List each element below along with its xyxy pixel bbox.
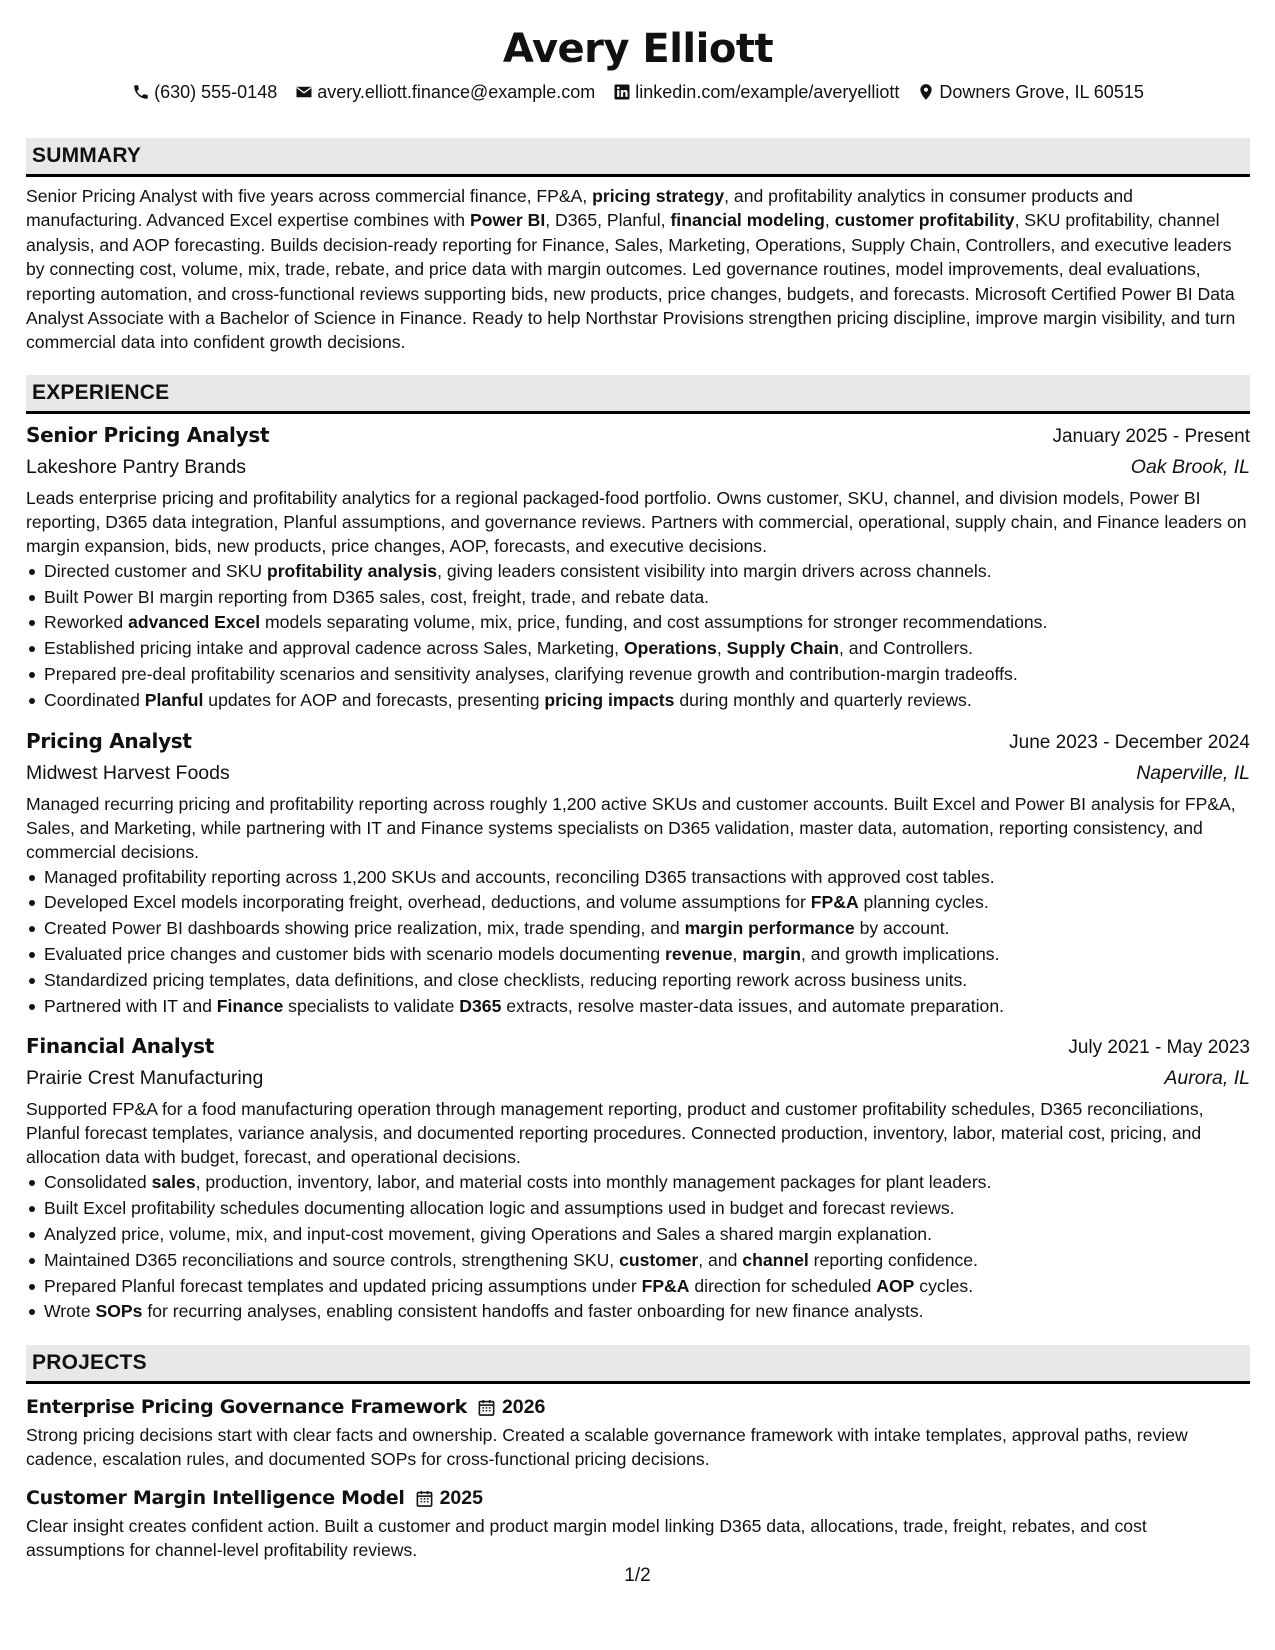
- text-run: ,: [732, 944, 743, 965]
- contact-email[interactable]: [295, 80, 595, 104]
- job-location: Naperville, IL: [1136, 761, 1250, 784]
- emphasized-text: channel: [742, 1249, 809, 1270]
- text-run: models separating volume, mix, price, funding, and cost assumptions for stronger recommendations.: [260, 612, 1048, 633]
- emphasized-text: FP&A: [810, 892, 859, 913]
- project-title: Enterprise Pricing Governance Framework: [26, 1396, 467, 1419]
- text-run: Directed customer and SKU: [44, 560, 267, 581]
- contact-location: [917, 80, 1143, 104]
- text-run: Built Power BI margin reporting from D365 sales, cost, freight, trade, and rebate data.: [44, 586, 709, 607]
- linkedin-text: linkedin.com/example/averyelliott: [635, 82, 900, 102]
- text-run: Developed Excel models incorporating freight, overhead, deductions, and volume assumptions for: [44, 892, 811, 913]
- text-run: Consolidated: [44, 1172, 152, 1193]
- text-run: cycles.: [914, 1275, 974, 1296]
- job-bullets: [26, 865, 1250, 1020]
- text-run: , and profitability analytics in consumer products and manufacturing. Advanced Excel expertise combines with: [26, 186, 1133, 231]
- text-run: Maintained D365 reconciliations and source controls, strengthening SKU,: [44, 1249, 620, 1270]
- text-run: Established pricing intake and approval cadence across Sales, Marketing,: [44, 638, 624, 659]
- job-bullet: [44, 942, 1250, 968]
- job-bullet: [44, 688, 1250, 714]
- location-text: Downers Grove, IL 60515: [939, 82, 1144, 102]
- job-company: Midwest Harvest Foods: [26, 761, 230, 784]
- job-bullets: [26, 1170, 1250, 1325]
- text-run: Created Power BI dashboards showing price realization, mix, trade spending, and: [44, 918, 685, 939]
- candidate-name: Avery Elliott: [502, 26, 774, 72]
- job-entry: [26, 726, 1250, 1020]
- calendar-icon: [415, 1489, 434, 1508]
- text-run: Prepared Planful forecast templates and updated pricing assumptions under: [44, 1275, 642, 1296]
- project-title: Customer Margin Intelligence Model: [26, 1487, 405, 1510]
- summary-paragraph: [26, 184, 1250, 355]
- job-bullet: [44, 1196, 1250, 1222]
- job-title: Financial Analyst: [26, 1034, 214, 1059]
- phone-icon: [132, 83, 150, 101]
- text-run: , SKU profitability, channel analysis, and AOP forecasting. Builds decision-ready reporting for Finance, Sales, Marketing, Operations, Supply Chain, Controllers, and executive leaders by connecting cost, volume, mix, trade, rebate, and price data with margin outcomes. Led governance routines, model improvements, deal evaluations, reporting automation, and cross-functional reviews supporting bids, new products, price changes, budgets, and forecasts. Microsoft Certified Power BI Data Analyst Associate with a Bachelor of Science in Finance. Ready to help Northstar Provisions strengthen pricing discipline, improve margin visibility, and turn commercial data into confident growth decisions.: [26, 210, 1236, 353]
- emphasized-text: profitability analysis: [266, 560, 438, 581]
- emphasized-text: SOPs: [95, 1301, 143, 1322]
- emphasized-text: Supply Chain: [726, 638, 840, 659]
- job-entry: [26, 1031, 1250, 1325]
- text-run: planning cycles.: [858, 892, 989, 913]
- section-title: SUMMARY: [32, 144, 142, 167]
- job-bullets: [26, 559, 1250, 714]
- text-run: , and: [698, 1249, 743, 1270]
- emphasized-text: customer profitability: [834, 210, 1015, 231]
- text-run: , giving leaders consistent visibility into margin drivers across channels.: [437, 560, 992, 581]
- experience-list: [26, 420, 1250, 1325]
- section-title: PROJECTS: [32, 1351, 147, 1375]
- job-title: Senior Pricing Analyst: [26, 422, 270, 447]
- text-run: Built Excel profitability schedules documenting allocation logic and assumptions used in budget and forecast reviews.: [44, 1198, 955, 1219]
- emphasized-text: financial modeling: [670, 210, 825, 231]
- job-bullet: [44, 890, 1250, 916]
- email-text: avery.elliott.finance@example.com: [317, 82, 596, 102]
- experience-header: [26, 375, 1250, 414]
- job-bullet: [44, 1248, 1250, 1274]
- summary-header: [26, 138, 1250, 177]
- contact-linkedin[interactable]: [613, 80, 899, 104]
- text-run: Prepared pre-deal profitability scenarios and sensitivity analyses, clarifying revenue growth and contribution-margin tradeoffs.: [44, 664, 1018, 685]
- contact-phone[interactable]: [132, 80, 277, 104]
- job-bullet: [44, 1274, 1250, 1300]
- map-pin-icon: [917, 83, 935, 101]
- job-bullet: [44, 916, 1250, 942]
- job-bullet: [44, 968, 1250, 994]
- emphasized-text: pricing impacts: [544, 689, 675, 710]
- emphasized-text: margin performance: [684, 918, 855, 939]
- emphasized-text: D365: [459, 995, 502, 1016]
- text-run: Partnered with IT and: [44, 995, 217, 1016]
- text-run: updates for AOP and forecasts, presenting: [203, 689, 545, 710]
- text-run: by account.: [854, 918, 950, 939]
- job-bullet: [44, 1222, 1250, 1248]
- text-run: ,: [824, 210, 835, 231]
- job-description: Leads enterprise pricing and profitability analytics for a regional packaged-food portfolio. Owns customer, SKU, channel, and division models, Power BI reporting, D365 data integration, Planful assumptions, and governance reviews. Partners with commercial, operational, supply chain, and Finance leaders on margin expansion, bids, new products, price changes, AOP, forecasts, and executive decisions.: [26, 487, 1247, 556]
- text-run: Standardized pricing templates, data definitions, and close checklists, reducing reporting rework across business units.: [44, 969, 968, 990]
- text-run: extracts, resolve master-data issues, and automate preparation.: [501, 995, 1005, 1016]
- job-bullet: [44, 662, 1250, 688]
- text-run: Senior Pricing Analyst with five years across commercial finance, FP&A,: [26, 186, 593, 206]
- job-title: Pricing Analyst: [26, 728, 192, 753]
- project-year: [415, 1487, 483, 1510]
- job-bullet: [44, 1170, 1250, 1196]
- linkedin-icon: [613, 83, 631, 101]
- calendar-icon: [477, 1398, 496, 1417]
- contact-bar: [26, 80, 1250, 104]
- project-description: Clear insight creates confident action. Built a customer and product margin model linking D365 data, allocations, trade, freight, rebates, and cost assumptions for channel-level profitability reviews.: [26, 1516, 1147, 1561]
- text-run: , D365, Planful,: [545, 210, 671, 231]
- emphasized-text: Planful: [144, 689, 204, 710]
- job-entry: [26, 420, 1250, 714]
- job-bullet: [44, 610, 1250, 636]
- page-number: 1/2: [624, 1565, 651, 1586]
- emphasized-text: Power BI: [469, 210, 546, 231]
- job-dates: January 2025 - Present: [1052, 425, 1250, 447]
- text-run: reporting confidence.: [808, 1249, 978, 1270]
- text-run: Managed profitability reporting across 1,200 SKUs and accounts, reconciling D365 transactions with approved cost tables.: [44, 866, 995, 887]
- emphasized-text: pricing strategy: [592, 186, 725, 206]
- text-run: Evaluated price changes and customer bids with scenario models documenting: [44, 944, 666, 965]
- job-location: Oak Brook, IL: [1130, 455, 1250, 478]
- project-year-text: 2025: [439, 1486, 483, 1509]
- text-run: direction for scheduled: [689, 1275, 877, 1296]
- job-dates: June 2023 - December 2024: [1009, 731, 1250, 753]
- emphasized-text: Finance: [216, 995, 284, 1016]
- emphasized-text: FP&A: [641, 1275, 690, 1296]
- emphasized-text: Operations: [623, 638, 717, 659]
- text-run: ,: [716, 638, 727, 659]
- job-bullet: [44, 559, 1250, 585]
- job-company: Prairie Crest Manufacturing: [26, 1067, 264, 1090]
- job-bullet: [44, 585, 1250, 611]
- text-run: Analyzed price, volume, mix, and input-cost movement, giving Operations and Sales a shared margin explanation.: [44, 1224, 932, 1244]
- emphasized-text: sales: [151, 1172, 196, 1193]
- project-year: [477, 1396, 545, 1419]
- emphasized-text: advanced Excel: [128, 612, 261, 633]
- text-run: , and growth implications.: [800, 944, 1000, 965]
- envelope-icon: [295, 83, 313, 101]
- project-entry: [26, 1483, 1250, 1562]
- text-run: specialists to validate: [283, 995, 460, 1016]
- text-run: , production, inventory, labor, and material costs into monthly management packages for plant leaders.: [195, 1172, 992, 1193]
- project-entry: [26, 1392, 1250, 1471]
- emphasized-text: margin: [742, 944, 801, 965]
- text-run: Coordinated: [44, 689, 145, 710]
- phone-text: (630) 555-0148: [154, 82, 278, 102]
- text-run: , and Controllers.: [839, 638, 974, 659]
- emphasized-text: AOP: [876, 1275, 915, 1296]
- job-description: Supported FP&A for a food manufacturing operation through management reporting, product and customer profitability schedules, D365 reconciliations, Planful forecast templates, variance analysis, and documented reporting procedures. Connected production, inventory, labor, material cost, pricing, and allocation data with budget, forecast, and operational decisions.: [26, 1099, 1204, 1168]
- section-title: EXPERIENCE: [32, 380, 170, 404]
- project-year-text: 2026: [501, 1395, 546, 1418]
- job-company: Lakeshore Pantry Brands: [26, 455, 247, 478]
- job-bullet: [44, 865, 1250, 891]
- resume-page: [26, 0, 1250, 1562]
- job-dates: July 2021 - May 2023: [1068, 1037, 1250, 1059]
- project-description: Strong pricing decisions start with clear facts and ownership. Created a scalable governance framework with intake templates, approval paths, review cadence, escalation rules, and documented SOPs for cross-functional pricing decisions.: [26, 1425, 1188, 1470]
- emphasized-text: revenue: [665, 944, 733, 965]
- emphasized-text: customer: [619, 1249, 699, 1270]
- text-run: for recurring analyses, enabling consistent handoffs and faster onboarding for new finance analysts.: [142, 1301, 924, 1322]
- job-location: Aurora, IL: [1164, 1067, 1250, 1090]
- job-description: Managed recurring pricing and profitability reporting across roughly 1,200 active SKUs and customer accounts. Built Excel and Power BI analysis for FP&A, Sales, and Marketing, while partnering with IT and Finance systems specialists on D365 validation, master data, automation, reporting consistency, and commercial decisions.: [26, 793, 1236, 862]
- text-run: Wrote: [44, 1301, 96, 1322]
- projects-header: [26, 1345, 1250, 1384]
- job-bullet: [44, 994, 1250, 1020]
- text-run: Reworked: [44, 612, 129, 633]
- job-bullet: [44, 636, 1250, 662]
- text-run: during monthly and quarterly reviews.: [674, 689, 972, 710]
- job-bullet: [44, 1299, 1250, 1325]
